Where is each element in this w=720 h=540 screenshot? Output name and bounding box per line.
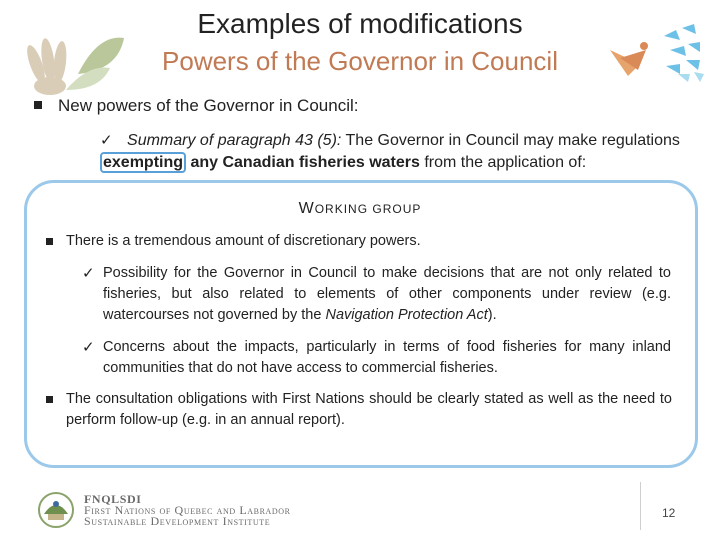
footer-line-2: First Nations of Quebec and Labrador (84, 503, 291, 517)
check-icon: ✓ (82, 339, 95, 356)
bullet-square (46, 238, 53, 245)
bullet-square (46, 396, 53, 403)
page-number: 12 (662, 506, 676, 520)
summary-paragraph (100, 130, 700, 174)
slide-title: Examples of modifications (197, 8, 523, 39)
footer-organization (84, 494, 291, 527)
check-icon: ✓ (100, 132, 113, 149)
footer-line-3: Sustainable Development Institute (84, 514, 271, 528)
wg-sub-1-end: ). (487, 307, 497, 323)
check-icon: ✓ (82, 265, 95, 282)
leaves-hand-icon (18, 24, 128, 104)
bullet-square (34, 101, 42, 109)
wg-sub-1 (103, 263, 671, 326)
working-group-title (0, 200, 720, 218)
page-divider (640, 482, 641, 530)
wg-title-rest: ORKING GROUP (314, 202, 422, 216)
main-bullet (34, 96, 358, 116)
footer-line-1: FNQLSDI (84, 492, 142, 506)
wg-sub-1-text: Possibility for the Governor in Council to make decisions that are not only related to fisheries, but also related to elements of other components under review (e.g. watercourses not governed by the (103, 265, 671, 323)
birds-fish-icon (600, 20, 710, 90)
summary-rest: The Governor in Council may make regulations (341, 132, 680, 149)
fnqlsdi-logo (34, 488, 80, 530)
wg-bullet-2: The consultation obligations with First Nations should be clearly stated as well as the need to perform follow-up (e.g. in an annual report). (66, 391, 672, 428)
highlighted-word-exempting: exempting (100, 152, 186, 173)
wg-bullet-1: There is a tremendous amount of discretionary powers. (66, 233, 421, 249)
wg-title-first: W (298, 200, 315, 217)
slide-subtitle: Powers of the Governor in Council (162, 46, 558, 76)
main-bullet-text: New powers of the Governor in Council: (58, 96, 359, 115)
wg-sub-1-italic: Navigation Protection Act (325, 307, 488, 323)
summary-end: from the application of: (419, 154, 587, 171)
summary-prefix: Summary of paragraph 43 (5): (127, 132, 342, 149)
summary-bold: any Canadian fisheries waters (186, 154, 420, 171)
wg-sub-2: Concerns about the impacts, particularly in terms of food fisheries for many inland communities that do not have access to commercial fisheries. (103, 339, 671, 376)
